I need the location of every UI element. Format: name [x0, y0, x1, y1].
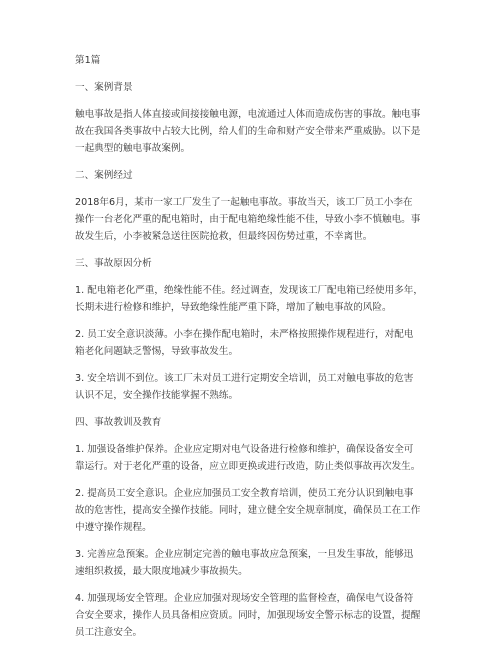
document-page [75, 52, 435, 641]
document-title: 第1篇 [75, 55, 101, 66]
cause-item-2 [75, 326, 435, 360]
paragraph-background [75, 106, 435, 157]
text-line: 员工注意安全。 [75, 627, 143, 638]
text-line: 1. 加强设备维护保养。企业应定期对电气设备进行检修和维护，确保设备安全可 [75, 444, 414, 455]
lesson-item-1 [75, 441, 435, 475]
text-line: 2. 提高员工安全意识。企业应加强员工安全教育培训，使员工充分认识到触电事 [75, 488, 414, 499]
text-line: 2. 员工安全意识淡薄。小李在操作配电箱时，未严格按照操作规程进行，对配电 [75, 329, 414, 340]
text-line: 3. 安全培训不到位。该工厂未对员工进行定期安全培训，员工对触电事故的危害 [75, 373, 414, 384]
lesson-item-4 [75, 590, 435, 641]
text-line: 靠运行。对于老化严重的设备，应立即更换或进行改造，防止类似事故再次发生。 [75, 461, 421, 472]
text-line: 故发生后，小李被紧急送往医院抢救，但最终因伤势过重，不幸离世。 [75, 231, 373, 242]
text-line: 1. 配电箱老化严重，绝缘性能不佳。经过调查，发现该工厂配电箱已经使用多年， [75, 285, 423, 296]
lesson-item-3 [75, 546, 435, 580]
text-line: 触电事故是指人体直接或间接接触电源，电流通过人体而造成伤害的事故。触电事 [75, 109, 421, 120]
section-heading-causes: 三、事故原因分析 [75, 258, 152, 269]
text-line: 认识不足，安全操作技能掌握不熟练。 [75, 390, 239, 401]
text-line: 故的危害性，提高安全操作技能。同时，建立健全安全规章制度，确保员工在工作 [75, 505, 421, 516]
section-heading-lessons: 四、事故教训及教育 [75, 417, 162, 428]
text-line: 操作一台老化严重的配电箱时，由于配电箱绝缘性能不佳，导致小李不慎触电。事 [75, 214, 421, 225]
text-line: 速组织救援，最大限度地减少事故损失。 [75, 566, 248, 577]
text-line: 一起典型的触电事故案例。 [75, 143, 191, 154]
section-heading-process: 二、案例经过 [75, 170, 133, 181]
text-line: 3. 完善应急预案。企业应制定完善的触电事故应急预案，一旦发生事故，能够迅 [75, 549, 414, 560]
text-line: 4. 加强现场安全管理。企业应加强对现场安全管理的监督检查，确保电气设备符 [75, 593, 414, 604]
text-line: 故在我国各类事故中占较大比例，给人们的生命和财产安全带来严重威胁。以下是 [75, 126, 421, 137]
cause-item-1 [75, 282, 435, 316]
section-heading-background: 一、案例背景 [75, 82, 133, 93]
lesson-item-2 [75, 485, 435, 536]
text-line: 中遵守操作规程。 [75, 522, 152, 533]
paragraph-process [75, 194, 435, 245]
text-line: 箱老化问题缺乏警惕，导致事故发生。 [75, 346, 239, 357]
text-line: 合安全要求，操作人员具备相应资质。同时，加强现场安全警示标志的设置，提醒 [75, 610, 421, 621]
text-line: 2018年6月，某市一家工厂发生了一起触电事故。事故当天，该工厂员工小李在 [75, 197, 413, 208]
text-line: 长期未进行检修和维护，导致绝缘性能严重下降，增加了触电事故的风险。 [75, 302, 392, 313]
cause-item-3 [75, 370, 435, 404]
